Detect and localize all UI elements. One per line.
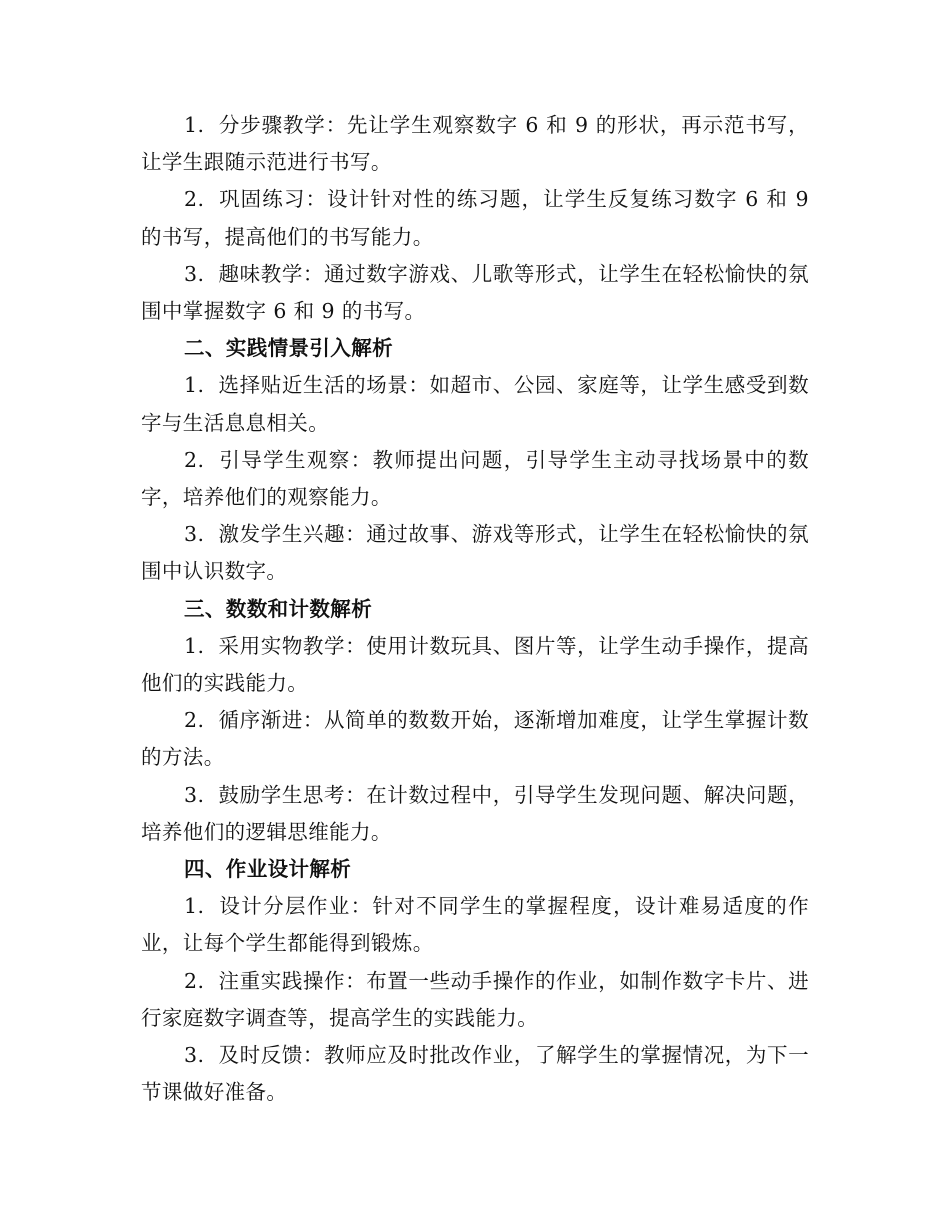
item-text: 鼓励学生思考：在计数过程中，引导学生发现问题、解决问题，培养他们的逻辑思维能力。 xyxy=(141,782,809,844)
item-text: 分步骤教学：先让学生观察数字 6 和 9 的形状，再示范书写，让学生跟随示范进行书写。 xyxy=(141,113,809,175)
item-text: 及时反馈：教师应及时批改作业，了解学生的掌握情况，为下一节课做好准备。 xyxy=(141,1043,809,1105)
item-number: 1. xyxy=(184,113,205,137)
item-number: 3. xyxy=(184,522,205,547)
item-number: 2. xyxy=(184,447,205,472)
list-item xyxy=(141,963,809,1037)
item-number: 2. xyxy=(184,187,205,212)
list-item xyxy=(141,888,809,962)
section-heading: 二、实践情景引入解析 xyxy=(184,336,393,361)
item-text: 趣味教学：通过数字游戏、儿歌等形式，让学生在轻松愉快的氛围中掌握数字 6 和 9 的书写。 xyxy=(141,261,809,324)
item-number: 1. xyxy=(184,894,205,919)
list-item xyxy=(141,442,809,516)
item-number: 3. xyxy=(184,782,205,807)
item-text: 设计分层作业：针对不同学生的掌握程度，设计难易适度的作业，让每个学生都能得到锻炼。 xyxy=(141,894,809,956)
item-number: 2. xyxy=(184,968,205,993)
section-heading: 三、数数和计数解析 xyxy=(184,596,373,621)
item-number: 2. xyxy=(184,708,205,733)
item-text: 选择贴近生活的场景：如超市、公园、家庭等，让学生感受到数字与生活息息相关。 xyxy=(141,373,809,435)
section-heading: 四、作业设计解析 xyxy=(184,857,352,882)
item-text: 引导学生观察：教师提出问题，引导学生主动寻找场景中的数字，培养他们的观察能力。 xyxy=(141,447,809,510)
item-number: 1. xyxy=(184,633,205,658)
item-number: 3. xyxy=(184,1043,205,1068)
list-item xyxy=(141,256,809,330)
list-item xyxy=(141,777,809,851)
item-text: 采用实物教学：使用计数玩具、图片等，让学生动手操作，提高他们的实践能力。 xyxy=(141,633,809,696)
document-body xyxy=(141,107,809,1111)
list-item xyxy=(141,181,809,255)
item-number: 1. xyxy=(184,373,205,398)
list-item xyxy=(141,367,809,441)
list-item xyxy=(141,107,809,181)
list-item xyxy=(141,702,809,776)
list-item xyxy=(141,516,809,590)
item-text: 注重实践操作：布置一些动手操作的作业，如制作数字卡片、进行家庭数字调查等，提高学生的实践能力。 xyxy=(141,968,809,1030)
item-text: 循序渐进：从简单的数数开始，逐渐增加难度，让学生掌握计数的方法。 xyxy=(141,708,809,770)
list-item xyxy=(141,1037,809,1111)
list-item xyxy=(141,628,809,702)
item-text: 巩固练习：设计针对性的练习题，让学生反复练习数字 6 和 9 的书写，提高他们的书写能力。 xyxy=(141,187,809,249)
item-number: 3. xyxy=(184,261,205,286)
item-text: 激发学生兴趣：通过故事、游戏等形式，让学生在轻松愉快的氛围中认识数字。 xyxy=(141,522,809,584)
